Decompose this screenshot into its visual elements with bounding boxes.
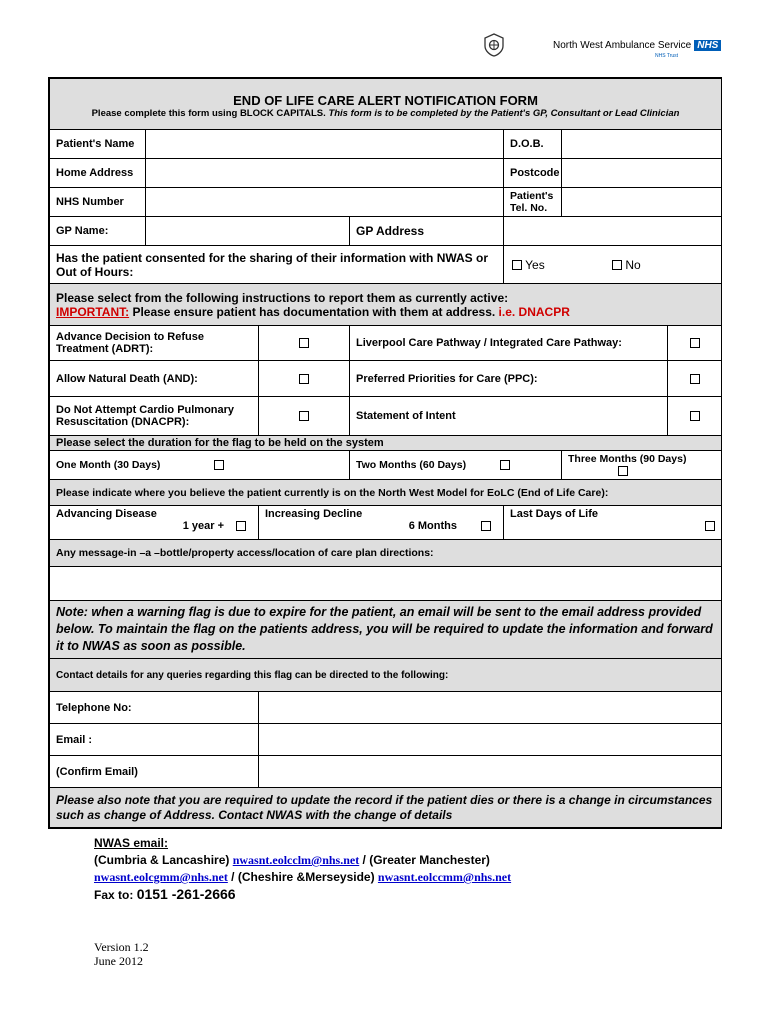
and-cell: [259, 361, 350, 397]
instructions-header: [50, 284, 722, 326]
one-year-checkbox[interactable]: [236, 521, 246, 531]
trust-label: NHS Trust: [655, 53, 679, 59]
advancing-disease-cell[interactable]: Advancing Disease 1 year +: [50, 506, 259, 540]
yes-checkbox[interactable]: [512, 260, 522, 270]
home-address-label: Home Address: [50, 159, 146, 188]
dnacpr-cell: [259, 397, 350, 436]
fax-number: 0151 -261-2666: [136, 886, 236, 902]
six-months-checkbox[interactable]: [481, 521, 491, 531]
important-notice: IMPORTANT: Please ensure patient has documentation with them at address. i.e. DNACPR: [56, 304, 570, 319]
email-cheshire-link[interactable]: nwasnt.eolccmm@nhs.net: [377, 870, 512, 884]
duration-one-month[interactable]: One Month (30 Days): [50, 451, 350, 480]
gp-address-label: GP Address: [350, 217, 504, 246]
org-name: North West Ambulance Service NHS: [553, 40, 721, 51]
dnacpr-checkbox[interactable]: [299, 411, 309, 421]
last-days-cell[interactable]: Last Days of Life: [504, 506, 722, 540]
message-field[interactable]: [50, 567, 722, 601]
patient-name-field[interactable]: [146, 130, 504, 159]
ppc-label: Preferred Priorities for Care (PPC):: [350, 361, 668, 397]
patient-tel-label: Patient's Tel. No.: [504, 188, 562, 217]
two-months-checkbox[interactable]: [500, 460, 510, 470]
nhs-number-label: NHS Number: [50, 188, 146, 217]
patient-name-label: Patient's Name: [50, 130, 146, 159]
one-month-checkbox[interactable]: [214, 460, 224, 470]
form-title: END OF LIFE CARE ALERT NOTIFICATION FORM: [233, 93, 538, 108]
nwas-email-label: NWAS email:: [94, 836, 169, 850]
email-label: Email :: [50, 724, 259, 756]
select-instructions: Please select from the following instructions to report them as currently active:: [56, 290, 509, 305]
email-cumbria-link[interactable]: nwasnt.eolcclm@nhs.net: [232, 853, 360, 867]
eolc-form: [48, 77, 722, 829]
email-line-2: nwasnt.eolcgmm@nhs.net / (Cheshire &Merseyside) nwasnt.eolccmm@nhs.net: [94, 870, 512, 884]
version-date: June 2012: [94, 954, 143, 968]
soi-cell: [668, 397, 722, 436]
update-note: Please also note that you are required to update the record if the patient dies or there is a change in circumstances such as change of Address. Contact NWAS with the change of details: [50, 788, 722, 828]
lcp-label: Liverpool Care Pathway / Integrated Care Pathway:: [350, 326, 668, 361]
nhs-number-field[interactable]: [146, 188, 504, 217]
email-field[interactable]: [259, 724, 722, 756]
consent-no[interactable]: No: [612, 258, 641, 272]
three-months-checkbox[interactable]: [618, 466, 628, 476]
version-number: Version 1.2: [94, 940, 149, 954]
consent-options: [504, 246, 722, 284]
dob-field[interactable]: [562, 130, 722, 159]
last-days-checkbox[interactable]: [705, 521, 715, 531]
message-question: Any message-in –a –bottle/property access/location of care plan directions:: [50, 540, 722, 567]
email-gm-link[interactable]: nwasnt.eolcgmm@nhs.net: [94, 870, 228, 884]
model-question: Please indicate where you believe the patient currently is on the North West Model for EoLC (End of Life Care):: [50, 480, 722, 506]
form-header: [50, 79, 722, 130]
dnacpr-label: Do Not Attempt Cardio Pulmonary Resuscitation (DNACPR):: [50, 397, 259, 436]
nhs-logo: NHS: [694, 40, 721, 51]
ppc-cell: [668, 361, 722, 397]
telephone-label: Telephone No:: [50, 692, 259, 724]
telephone-field[interactable]: [259, 692, 722, 724]
email-line-1: (Cumbria & Lancashire) nwasnt.eolcclm@nhs.net / (Greater Manchester): [94, 853, 490, 867]
ppc-checkbox[interactable]: [690, 374, 700, 384]
duration-two-months[interactable]: Two Months (60 Days): [350, 451, 562, 480]
consent-yes[interactable]: Yes: [512, 258, 545, 272]
fax-line: Fax to: 0151 -261-2666: [94, 886, 236, 902]
gp-name-field[interactable]: [146, 217, 350, 246]
form-subtitle: Please complete this form using BLOCK CAPITALS. This form is to be completed by the Patient's GP, Consultant or Lead Clinician: [91, 108, 680, 119]
lcp-cell: [668, 326, 722, 361]
gp-address-field[interactable]: [504, 217, 722, 246]
home-address-field[interactable]: [146, 159, 504, 188]
adrt-checkbox[interactable]: [299, 338, 309, 348]
and-checkbox[interactable]: [299, 374, 309, 384]
duration-question: Please select the duration for the flag to be held on the system: [50, 436, 722, 451]
nwas-crest-logo: [483, 33, 505, 57]
confirm-email-field[interactable]: [259, 756, 722, 788]
postcode-label: Postcode: [504, 159, 562, 188]
contact-question: Contact details for any queries regarding this flag can be directed to the following:: [50, 659, 722, 692]
confirm-email-label: (Confirm Email): [50, 756, 259, 788]
gp-name-label: GP Name:: [50, 217, 146, 246]
no-checkbox[interactable]: [612, 260, 622, 270]
consent-question: Has the patient consented for the sharing of their information with NWAS or Out of Hours:: [50, 246, 504, 284]
dob-label: D.O.B.: [504, 130, 562, 159]
patient-tel-field[interactable]: [562, 188, 722, 217]
contact-footer: [94, 835, 714, 904]
postcode-field[interactable]: [562, 159, 722, 188]
duration-three-months[interactable]: Three Months (90 Days): [562, 451, 722, 480]
and-label: Allow Natural Death (AND):: [50, 361, 259, 397]
lcp-checkbox[interactable]: [690, 338, 700, 348]
expiry-note: Note: when a warning flag is due to expire for the patient, an email will be sent to the email address provided below. To maintain the flag on the patients address, you will be required to update the information and forward it to NWAS as soon as possible.: [50, 601, 722, 659]
version-info: [94, 940, 149, 968]
soi-checkbox[interactable]: [690, 411, 700, 421]
soi-label: Statement of Intent: [350, 397, 668, 436]
adrt-cell: [259, 326, 350, 361]
adrt-label: Advance Decision to Refuse Treatment (ADRT):: [50, 326, 259, 361]
increasing-decline-cell[interactable]: Increasing Decline 6 Months: [259, 506, 504, 540]
